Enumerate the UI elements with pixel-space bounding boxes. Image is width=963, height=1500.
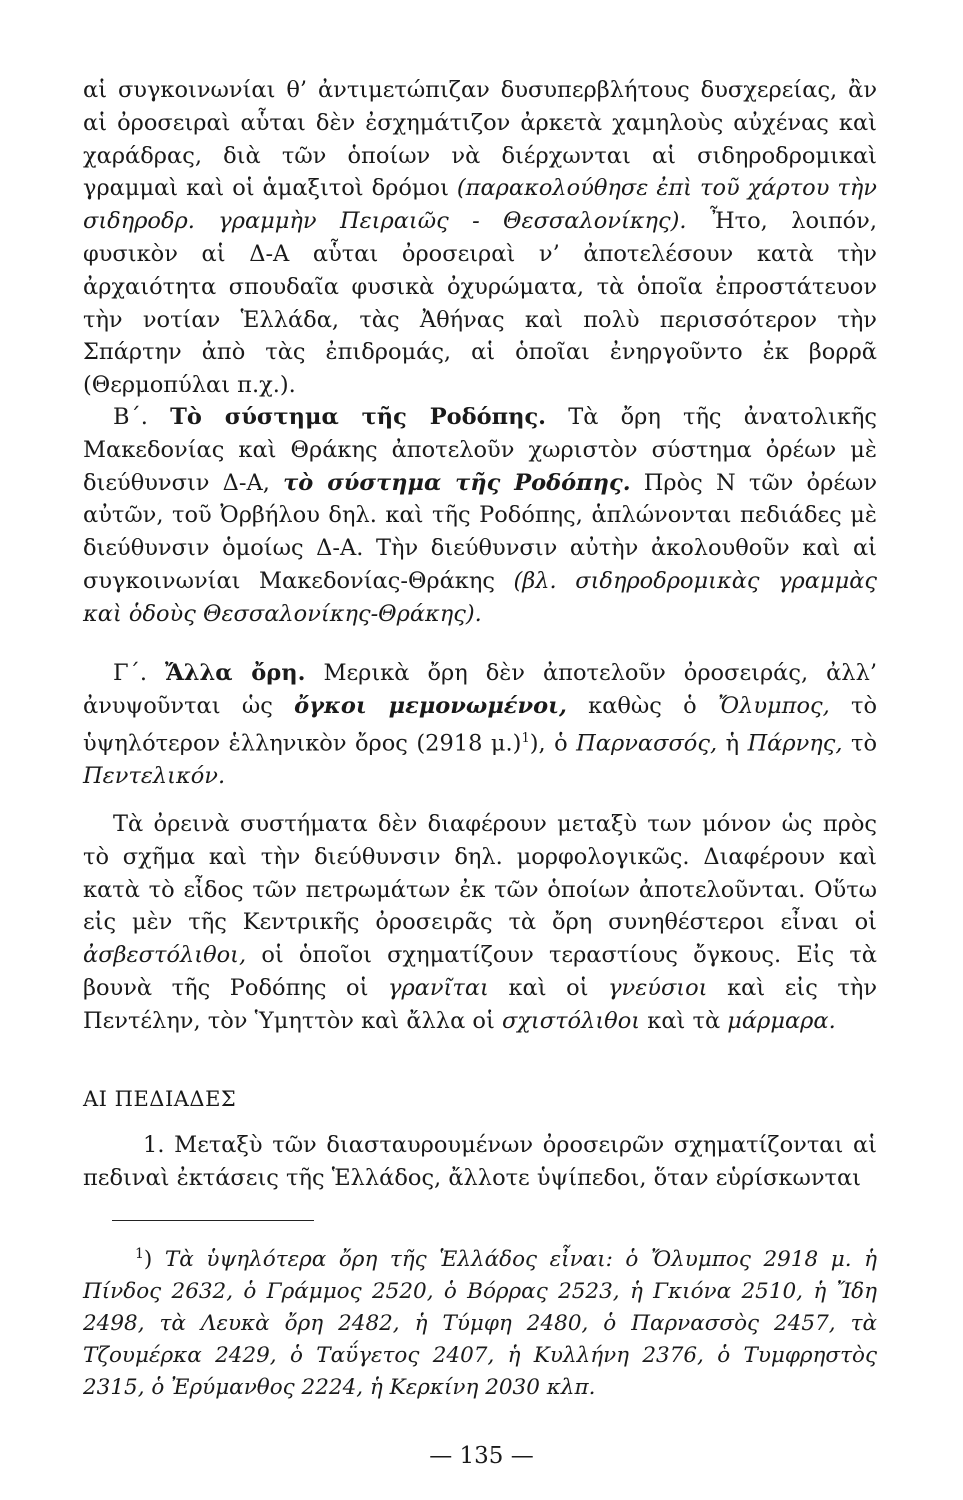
p3-text-e: ἡ	[725, 730, 740, 757]
p3-text-d: ), ὁ	[529, 730, 568, 757]
footnote-divider	[112, 1220, 314, 1221]
p3-parnassos: Παρνασσός,	[576, 730, 718, 757]
p4-text-b: οἱ ὁποῖοι σχηματίζουν τεραστίους ὄγκους. Εἰς τὰ βουνὰ τῆς Ροδόπης οἱ	[83, 942, 877, 1001]
p3-olympus: Ὄλυμπος,	[718, 692, 830, 719]
p4-granite: γρανῖται	[388, 974, 489, 1001]
paragraph-mountain-passes	[83, 74, 877, 402]
p3-number: Γ΄.	[113, 660, 148, 686]
p5-number: 1.	[143, 1132, 165, 1158]
section-heading-plains: ΑΙ ΠΕΔΙΑΔΕΣ	[83, 1087, 237, 1111]
p4-marble: μάρμαρα.	[727, 1007, 836, 1034]
p2-title: Τὸ σύστημα τῆς Ροδόπης.	[170, 404, 547, 430]
p2-note: (βλ. σιδηροδρομικὰς γραμμὰς καὶ ὁδοὺς Θεσσαλονίκης-Θράκης).	[83, 567, 877, 627]
p4-text: Τὰ ὀρεινὰ συστήματα δὲν διαφέρουν μεταξὺ των μόνον ὡς πρὸς τὸ σχῆμα καὶ τὴν διεύθυνσιν δηλ. μορφολογικῶς. Διαφέρουν καὶ κατὰ τὸ εἶδος τῶν πετρωμάτων ἐκ τῶν ὁποίων ἀποτελοῦνται. Οὕτω εἰς μὲν τῆς Κεντρικῆς ὀροσειρᾶς τὰ ὄρη συνηθέστεροι εἶναι οἱ	[83, 811, 877, 936]
p2-emphasis: τὸ σύστημα τῆς Ροδόπης.	[283, 469, 631, 496]
p4-text-c: καὶ οἱ	[508, 974, 589, 1001]
p3-pentelikon: Πεντελικόν.	[83, 762, 226, 789]
paragraph-other-mountains	[83, 657, 877, 793]
footnote-ref: 1	[521, 730, 530, 746]
p2-text: Τὰ ὄρη τῆς ἀνατολικῆς Μακεδονίας καὶ Θράκης ἀποτελοῦν χωριστὸν σύστημα ὀρέων μὲ διεύθυνσιν Δ-Α,	[83, 404, 878, 496]
p4-limestone: ἀσβεστόλιθοι,	[83, 942, 247, 969]
p3-text: Μερικὰ ὄρη δὲν ἀποτελοῦν ὀροσειράς, ἀλλ’ ἀνυψοῦνται ὡς	[83, 660, 877, 719]
p3-title: Ἄλλα ὄρη.	[165, 660, 306, 686]
footnote-paren: )	[143, 1247, 153, 1273]
p2-number: Β΄.	[113, 404, 148, 430]
p3-text-f: τὸ	[851, 730, 878, 757]
p1-map-note: (παρακολούθησε ἐπὶ τοῦ χάρτου τὴν σιδηροδρ. γραμμὴν Πειραιῶς - Θεσσαλονίκης).	[83, 175, 877, 235]
p5-text: Μεταξὺ τῶν διασταυρουμένων ὀροσειρῶν σχηματίζονται αἱ πεδιναὶ ἐκτάσεις τῆς Ἑλλάδος, ἄλλοτε ὑψίπεδοι, ὅταν εὑρίσκωνται	[83, 1132, 877, 1191]
p1-text: αἱ συγκοινωνίαι θ’ ἀντιμετώπιζαν δυσυπερβλήτους δυσχερείας, ἂν αἱ ὀροσειραὶ αὗται δὲν ἐσχημάτιζον ἀρκετὰ χαμηλοὺς αὐχένας καὶ χαράδρας, διὰ τῶν ὁποίων νὰ διέρχωνται αἱ σιδηροδρομικαὶ γραμμαὶ καὶ οἱ ἁμαξιτοὶ δρόμοι	[83, 77, 877, 202]
p3-parnis: Πάρνης,	[747, 730, 843, 757]
page-number: — 135 —	[429, 1443, 534, 1469]
p4-text-e: καὶ τὰ	[647, 1007, 721, 1034]
p1-text-cont: Ἦτο, λοιπόν, φυσικὸν αἱ Δ-Α αὗται ὀροσειραὶ ν’ ἀποτελέσουν κατὰ τὴν ἀρχαιότητα σπουδαῖα φυσικὰ ὀχυρώματα, τὰ ὁποῖα ἐπροστάτευον τὴν νοτίαν Ἑλλάδα, τὰς Ἀθήνας καὶ πολὺ περισσότερον τὴν Σπάρτην ἀπὸ τὰς ἐπιδρομάς, αἱ ὁποῖαι ἐνηργοῦντο ἐκ βορρᾶ (Θερμοπύλαι π.χ.).	[83, 208, 878, 399]
p2-text-cont: Πρὸς Ν τῶν ὀρέων αὐτῶν, τοῦ Ὀρβήλου δηλ. καὶ τῆς Ροδόπης, ἁπλώνονται πεδιάδες μὲ διεύθυνσιν ὁμοίως Δ-Α. Τὴν διεύθυνσιν αὐτὴν ἀκολουθοῦν καὶ αἱ συγκοινωνίαι Μακεδονίας-Θράκης	[83, 469, 878, 594]
paragraph-rhodope-system	[83, 401, 877, 631]
p4-gneiss: γνεύσιοι	[608, 974, 708, 1001]
footnote	[83, 1238, 877, 1404]
p4-schist: σχιστόλιθοι	[501, 1007, 641, 1034]
p3-emphasis: ὄγκοι μεμονωμένοι,	[294, 692, 567, 719]
paragraph-rock-types	[83, 808, 877, 1038]
p3-text-b: καθὼς ὁ	[588, 692, 697, 719]
footnote-mark: 1	[135, 1246, 144, 1262]
p4-text-d: καὶ εἰς τὴν Πεντέλην, τὸν Ὑμηττὸν καὶ ἄλλα οἱ	[83, 974, 878, 1034]
footnote-text: Τὰ ὑψηλότερα ὄρη τῆς Ἑλλάδος εἶναι: ὁ Ὄλυμπος 2918 μ. ἡ Πίνδος 2632, ὁ Γράμμος 2520, ὁ Βόρρας 2523, ἡ Γκιόνα 2510, ἡ Ἴδη 2498, τὰ Λευκὰ ὄρη 2482, ἡ Τύμφη 2480, ὁ Παρνασσὸς 2457, τὰ Τζουμέρκα 2429, ὁ Ταΰγετος 2407, ἡ Κυλλήνη 2376, ὁ Τυμφρηστὸς 2315, ὁ Ἐρύμανθος 2224, ἡ Κερκίνη 2030 κλπ.	[83, 1247, 877, 1401]
paragraph-plains	[83, 1129, 877, 1195]
p3-text-c: τὸ ὑψηλότερον ἑλληνικὸν ὄρος (2918 μ.)	[83, 692, 878, 757]
